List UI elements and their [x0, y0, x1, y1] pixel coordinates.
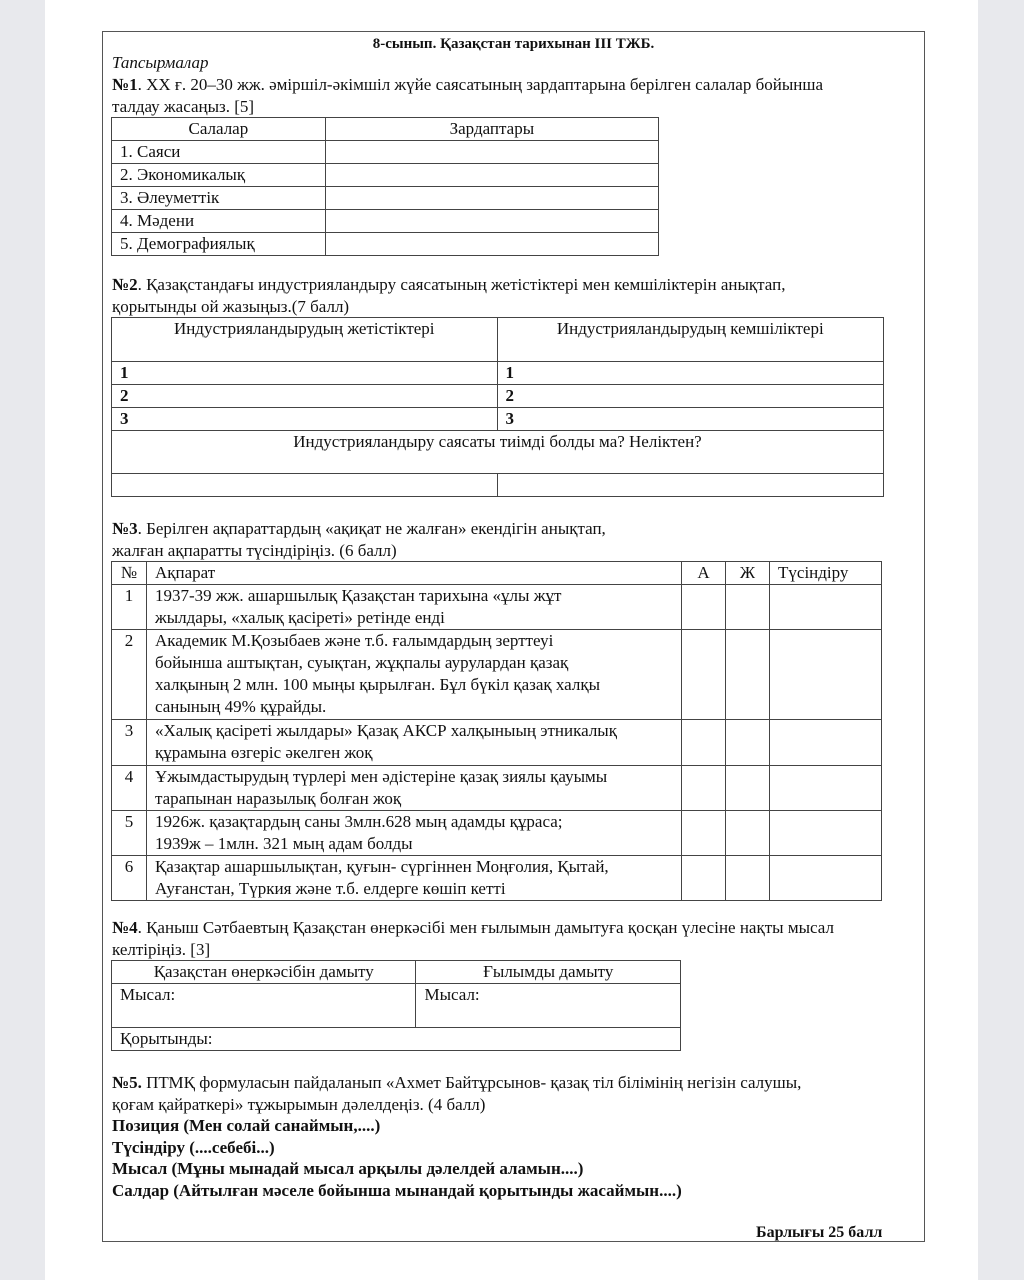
task1-table [111, 117, 659, 256]
task3-row [112, 811, 882, 856]
task2-number: №2 [112, 275, 138, 294]
task4-text-line2: келтіріңіз. [3] [112, 940, 211, 959]
task5-text-line1: ПТМҚ формуласын пайдаланып «Ахмет Байтұрсынов- қазақ тіл білімінің негізін салушы, [141, 1073, 802, 1092]
tasks-label: Тапсырмалар [112, 53, 209, 72]
task1-answer-cell[interactable] [325, 210, 658, 233]
page-title: 8-сынып. Қазақстан тарихынан ІІІ ТЖБ. [372, 36, 655, 52]
task3-row [112, 766, 882, 811]
task3-true-cell[interactable] [682, 720, 726, 766]
task3-row [112, 630, 882, 720]
task2-table [111, 317, 884, 497]
task1-number: №1 [112, 75, 138, 94]
task2-header-shortcomings: Индустрияландырудың кемшіліктері [497, 318, 884, 362]
task3-false-cell[interactable] [726, 766, 770, 811]
task3-header-number: № [112, 562, 147, 585]
task4-header-science: Ғылымды дамыту [416, 961, 681, 984]
task4-number: №4 [112, 918, 138, 937]
task1-row-label: 3. Әлеуметтік [112, 187, 326, 210]
task3-true-cell[interactable] [682, 811, 726, 856]
task3-explanation-cell[interactable] [770, 856, 882, 901]
task3-explanation-cell[interactable] [770, 720, 882, 766]
task5-prompt [112, 1072, 801, 1094]
task3-true-cell[interactable] [682, 856, 726, 901]
task3-false-cell[interactable] [726, 585, 770, 630]
task5-step-position: Позиция (Мен солай санаймын,....) [112, 1116, 381, 1135]
task5-step-explanation: Түсіндіру (....себебі...) [112, 1138, 275, 1157]
task1-text-line2: талдау жасаңыз. [5] [112, 97, 255, 116]
task3-false-cell[interactable] [726, 630, 770, 720]
task3-row [112, 856, 882, 901]
task4-text-line1: . Қаныш Сәтбаевтың Қазақстан өнеркәсібі мен ғылымын дамытуға қосқан үлесіне нақты мысал [137, 918, 834, 937]
task1-header-consequences: Зардаптары [325, 118, 658, 141]
task1-answer-cell[interactable] [325, 187, 658, 210]
task2-achievement-cell[interactable]: 1 [112, 362, 498, 385]
task2-question: Индустрияландыру саясаты тиімді болды ма? Неліктен? [112, 431, 884, 474]
task3-row-number: 4 [112, 766, 147, 811]
task3-header-false: Ж [726, 562, 770, 585]
task3-row-number: 5 [112, 811, 147, 856]
task3-number: №3 [112, 519, 138, 538]
task2-conclusion-cell-right[interactable] [497, 474, 884, 497]
task5-text-line2: қоғам қайраткері» тұжырымын дәлелдеңіз. (4 балл) [112, 1095, 486, 1114]
task3-explanation-cell[interactable] [770, 585, 882, 630]
task3-row-statement: Қазақтар ашаршылықтан, қуғын- сүргіннен Моңғолия, Қытай, Ауғанстан, Түркия және т.б. елдерге көшіп кетті [146, 856, 681, 901]
task3-table [111, 561, 882, 901]
task4-conclusion[interactable]: Қорытынды: [112, 1028, 681, 1051]
task1-answer-cell[interactable] [325, 141, 658, 164]
task3-text-line1: . Берілген ақпараттардың «ақиқат не жалған» екендігін анықтап, [137, 519, 606, 538]
task3-row-number: 3 [112, 720, 147, 766]
task5-step-consequence: Салдар (Айтылған мәселе бойынша мынандай қорытынды жасаймын....) [112, 1181, 682, 1200]
task3-row-statement: Академик М.Қозыбаев және т.б. ғалымдардың зерттеуі бойынша аштықтан, суықтан, жұқпалы аурулардан қазақ халқының 2 млн. 100 мыңы қырылған. Бұл бүкіл қазақ халқы санының 49% құрайды. [146, 630, 681, 720]
task3-false-cell[interactable] [726, 856, 770, 901]
task3-false-cell[interactable] [726, 811, 770, 856]
task2-achievement-cell[interactable]: 3 [112, 408, 498, 431]
task3-header-info: Ақпарат [146, 562, 681, 585]
task3-row [112, 585, 882, 630]
task2-shortcoming-cell[interactable]: 3 [497, 408, 884, 431]
task1-text-line1: . XX ғ. 20–30 жж. әміршіл-әкімшіл жүйе саясатының зардаптарына берілген салалар бойынша [137, 75, 823, 94]
task3-explanation-cell[interactable] [770, 811, 882, 856]
task1-header-sectors: Салалар [112, 118, 326, 141]
task1-row-label: 2. Экономикалық [112, 164, 326, 187]
task2-shortcoming-cell[interactable]: 1 [497, 362, 884, 385]
task1-row-label: 5. Демографиялық [112, 233, 326, 256]
total-score: Барлығы 25 балл [756, 1224, 883, 1241]
task2-conclusion-cell-left[interactable] [112, 474, 498, 497]
task4-prompt [112, 917, 834, 939]
task3-text-line2: жалған ақпаратты түсіндіріңіз. (6 балл) [112, 541, 397, 560]
task3-row-number: 6 [112, 856, 147, 901]
task2-text-line1: . Қазақстандағы индустрияландыру саясатының жетістіктері мен кемшіліктерін анықтап, [137, 275, 786, 294]
task2-text-line2: қорытынды ой жазыңыз.(7 балл) [112, 297, 350, 316]
task1-answer-cell[interactable] [325, 233, 658, 256]
task3-explanation-cell[interactable] [770, 630, 882, 720]
task3-row-statement: Ұжымдастырудың түрлері мен әдістеріне қазақ зиялы қауымы тарапынан наразылық болған жоқ [146, 766, 681, 811]
task2-shortcoming-cell[interactable]: 2 [497, 385, 884, 408]
task1-row-label: 4. Мәдени [112, 210, 326, 233]
task3-row-statement: «Халық қасіреті жылдары» Қазақ АКСР халқыныың этникалық құрамына өзгеріс әкелген жоқ [146, 720, 681, 766]
task2-header-achievements: Индустрияландырудың жетістіктері [112, 318, 498, 362]
task5-step-example: Мысал (Мұны мынадай мысал арқылы дәлелдей аламын....) [112, 1159, 584, 1178]
task1-prompt [112, 74, 823, 96]
task3-row-number: 1 [112, 585, 147, 630]
task3-false-cell[interactable] [726, 720, 770, 766]
task1-answer-cell[interactable] [325, 164, 658, 187]
task3-row-statement: 1926ж. қазақтардың саны 3млн.628 мың адамды құраса; 1939ж – 1млн. 321 мың адам болды [146, 811, 681, 856]
task3-row [112, 720, 882, 766]
task3-row-number: 2 [112, 630, 147, 720]
task3-header-explanation: Түсіндіру [770, 562, 882, 585]
task3-row-statement: 1937-39 жж. ашаршылық Қазақстан тарихына «ұлы жұт жылдары, «халық қасіреті» ретінде енді [146, 585, 681, 630]
task3-true-cell[interactable] [682, 585, 726, 630]
task2-achievement-cell[interactable]: 2 [112, 385, 498, 408]
task1-row-label: 1. Саяси [112, 141, 326, 164]
task3-true-cell[interactable] [682, 766, 726, 811]
task3-prompt [112, 518, 606, 540]
task5-number: №5. [112, 1073, 142, 1092]
task3-true-cell[interactable] [682, 630, 726, 720]
task3-explanation-cell[interactable] [770, 766, 882, 811]
task4-industry-example[interactable]: Мысал: [112, 984, 416, 1028]
task4-table [111, 960, 681, 1051]
task4-science-example[interactable]: Мысал: [416, 984, 681, 1028]
task3-header-true: А [682, 562, 726, 585]
task4-header-industry: Қазақстан өнеркәсібін дамыту [112, 961, 416, 984]
task2-prompt [112, 274, 785, 296]
